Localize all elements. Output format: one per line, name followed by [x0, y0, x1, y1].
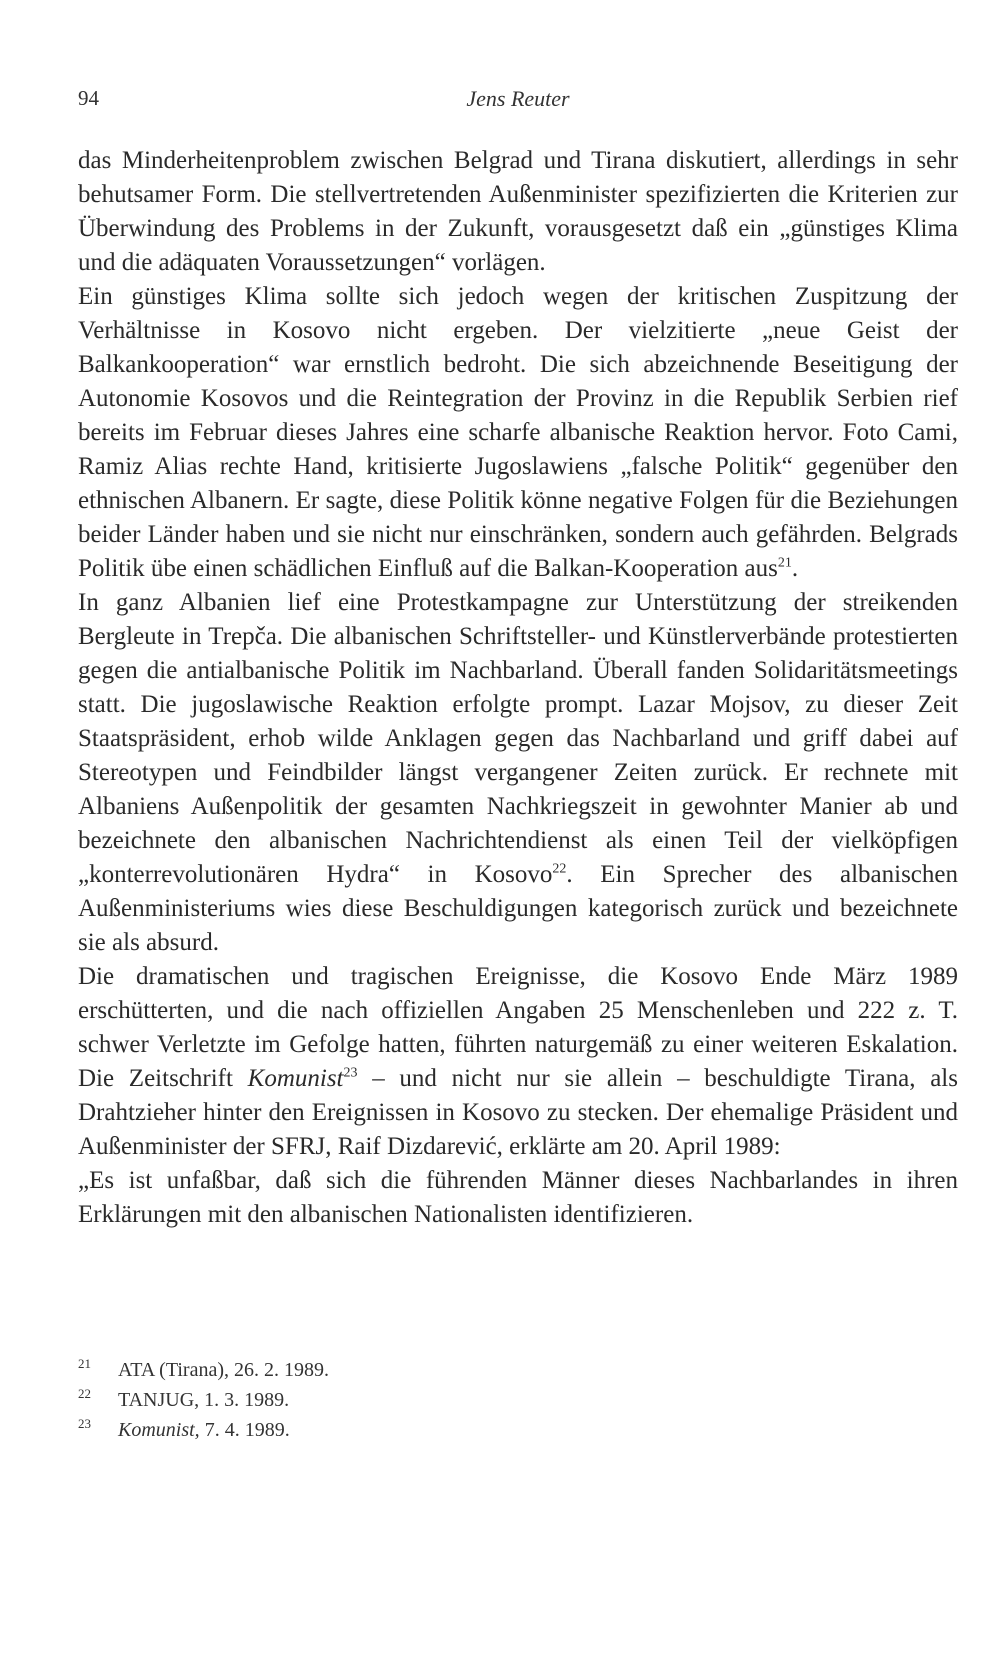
footnote-22: [78, 1386, 958, 1414]
footnote-text: 7. 4. 1989.: [199, 1419, 290, 1441]
body-text: [78, 144, 958, 1232]
footnotes: [78, 1356, 958, 1446]
footnote-text: TANJUG, 1. 3. 1989.: [118, 1389, 290, 1411]
paragraph-text: .: [791, 555, 799, 582]
footnote-number: 23: [78, 1416, 91, 1431]
paragraph-text: Die dramatischen und tragischen Ereignisse, die Kosovo Ende März 1989 erschütterten, und die nach offiziellen Angaben 25 Menschenleben und 222 z. T. schwer Verletzte im Gefolge hatten, führten naturgemäß zu einer weiteren Eskalation. Die Zeitschrift: [78, 963, 958, 1092]
paragraph-4: [78, 960, 958, 1164]
footnote-ref-22: 22: [552, 861, 567, 877]
footnote-text: ATA (Tirana), 26. 2. 1989.: [118, 1359, 329, 1381]
footnote-number: 21: [78, 1356, 91, 1371]
footnote-21: [78, 1356, 958, 1384]
paragraph-1: das Minderheitenproblem zwischen Belgrad und Tirana diskutiert, allerdings in sehr behutsamer Form. Die stellvertretenden Außenminister spezifizierten die Kriterien zur Überwindung des Problems in der Zukunft, vorausgesetzt daß ein „günstiges Klima und die adäquaten Voraussetzungen“ vorlägen.: [78, 147, 958, 276]
footnote-number: 22: [78, 1386, 91, 1401]
footnote-ref-21: 21: [777, 555, 792, 571]
footnote-journal: Komunist,: [118, 1419, 200, 1441]
journal-title: Komunist: [247, 1065, 344, 1092]
paragraph-text: . Ein Sprecher des albanischen Außenministeriums wies diese Beschuldigungen kategorisch zurück und bezeichnete sie als absurd.: [78, 861, 958, 956]
paragraph-3: [78, 586, 958, 960]
footnote-23: [78, 1416, 958, 1444]
footnote-ref-23: 23: [343, 1065, 358, 1081]
footnote-text-wrap: [118, 1416, 290, 1444]
paragraph-2: [78, 280, 958, 586]
paragraph-text: In ganz Albanien lief eine Protestkampagne zur Unterstützung der streikenden Bergleute in Trepča. Die albanischen Schriftsteller- und Künstlerverbände protestierten gegen die antialbanische Politik im Nachbarland. Überall fanden Solidaritätsmeetings statt. Die jugoslawische Reaktion erfolgte prompt. Lazar Mojsov, zu dieser Zeit Staatspräsident, erhob wilde Anklagen gegen das Nachbarland und griff dabei auf Stereotypen und Feindbilder längst vergangener Zeiten zurück. Er rechnete mit Albaniens Außenpolitik der gesamten Nachkriegszeit in gewohnter Manier ab und bezeichnete den albanischen Nachrichtendienst als einen Teil der vielköpfigen „konterrevolutionären Hydra“ in Kosovo: [78, 589, 958, 888]
paragraph-text: – und nicht nur sie allein – beschuldigte Tirana, als Drahtzieher hinter den Ereignissen in Kosovo zu stecken. Der ehemalige Präsident und Außenminister der SFRJ, Raif Dizdarević, erklärte am 20. April 1989:: [78, 1065, 958, 1160]
page-header: [78, 86, 958, 118]
paragraph-text: Ein günstiges Klima sollte sich jedoch wegen der kritischen Zuspitzung der Verhältnisse in Kosovo nicht ergeben. Der vielzitierte „neue Geist der Balkankooperation“ war ernstlich bedroht. Die sich abzeichnende Beseitigung der Autonomie Kosovos und die Reintegration der Provinz in die Republik Serbien rief bereits im Februar dieses Jahres eine scharfe albanische Reaktion hervor. Foto Cami, Ramiz Alias rechte Hand, kritisierte Jugoslawiens „falsche Politik“ gegenüber den ethnischen Albanern. Er sagte, diese Politik könne negative Folgen für die Beziehungen beider Länder haben und sie nicht nur einschränken, sondern auch gefährden. Belgrads Politik übe einen schädlichen Einfluß auf die Balkan-Kooperation aus: [78, 283, 958, 582]
running-head: Jens Reuter: [466, 86, 570, 111]
page-number: 94: [78, 86, 99, 110]
paragraph-5-quote: „Es ist unfaßbar, daß sich die führenden Männer dieses Nachbarlandes in ihren Erklärungen mit den albanischen Nationalisten identifizieren.: [78, 1167, 958, 1228]
